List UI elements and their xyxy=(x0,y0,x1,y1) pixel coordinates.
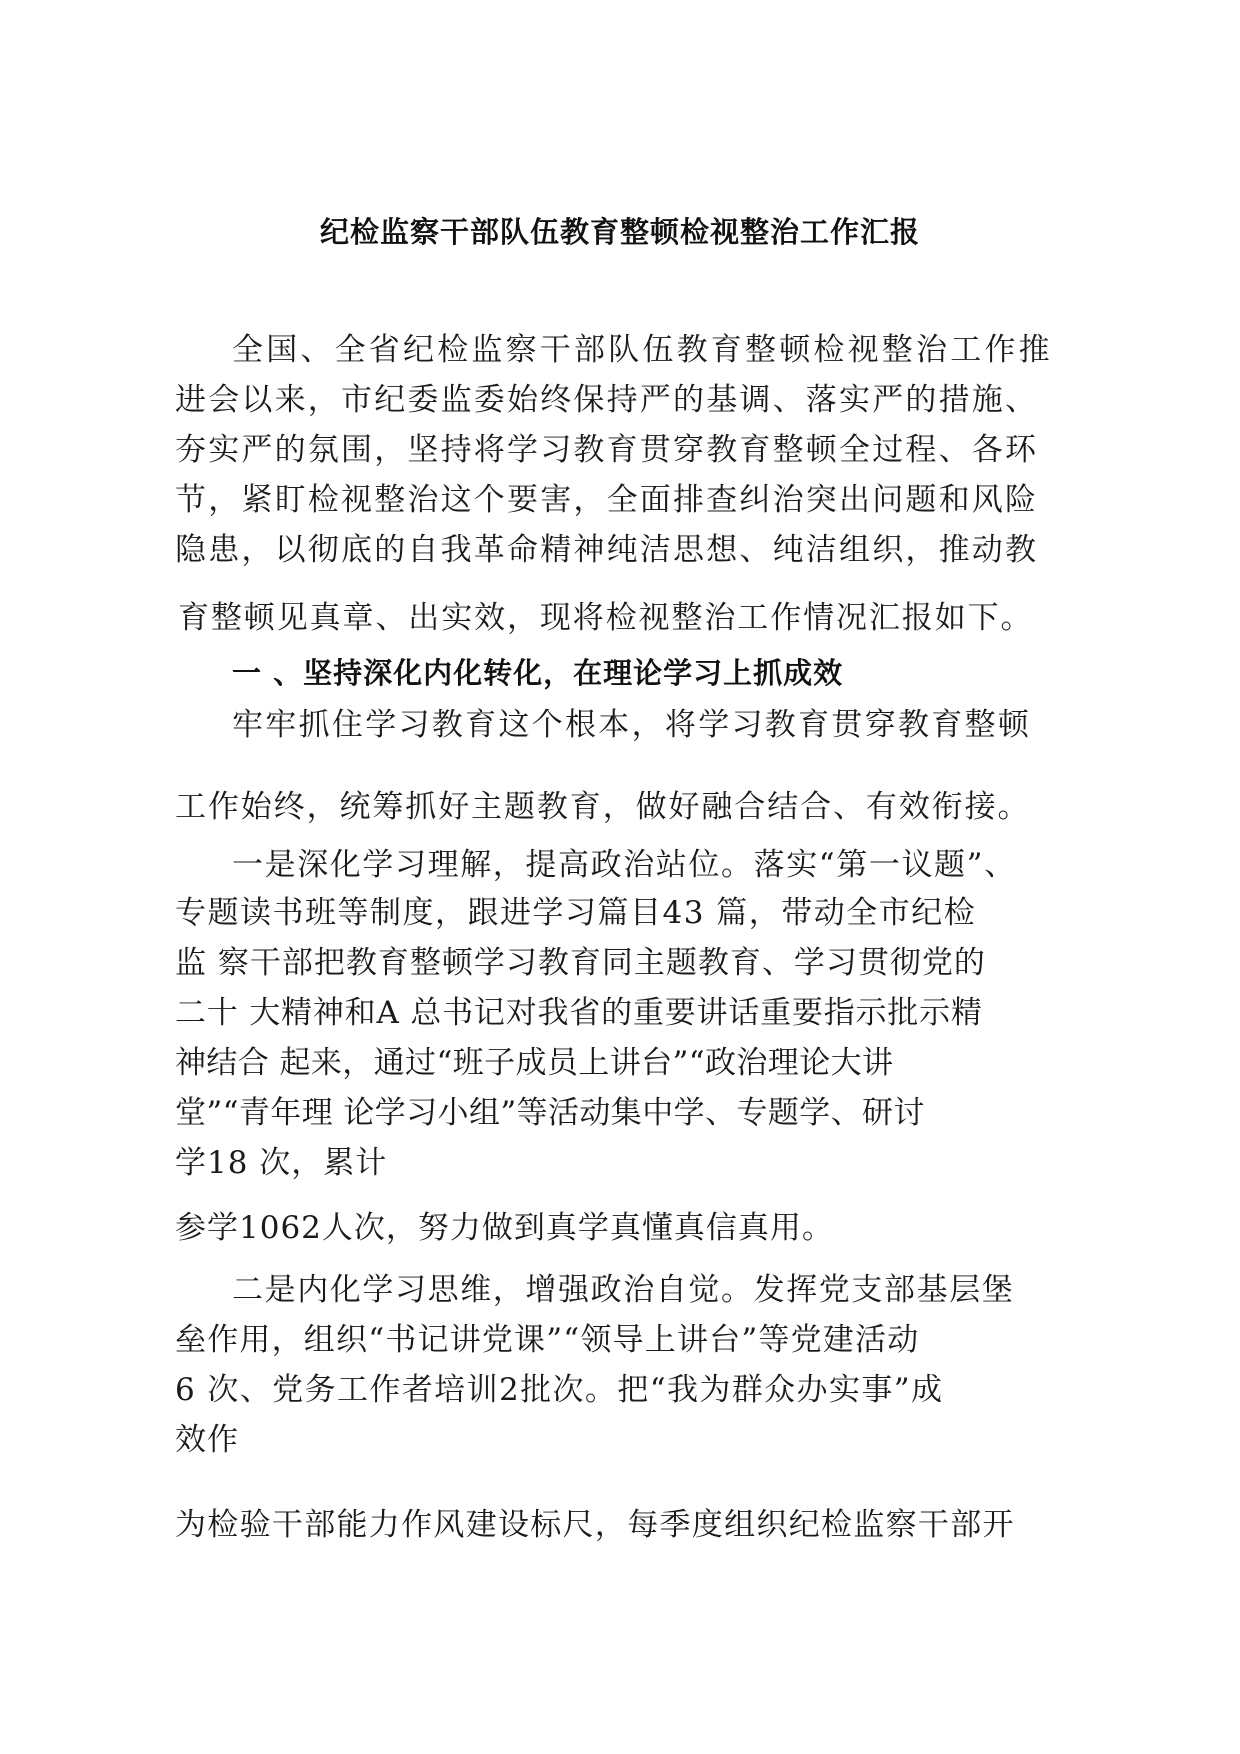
section-heading: 一 、坚持深化内化转化，在理论学习上抓成效 xyxy=(232,656,844,690)
paragraph-line: 堂”“青年理 论学习小组”等活动集中学、专题学、研讨 xyxy=(175,1095,925,1131)
paragraph-line: 隐患，以彻底的自我革命精神纯洁思想、纯洁组织，推动教 xyxy=(175,532,1039,568)
paragraph-line: 参学1062人次，努力做到真学真懂真信真用。 xyxy=(175,1210,834,1246)
paragraph-line: 育整顿见真章、出实效，现将检视整治工作情况汇报如下。 xyxy=(178,600,1034,636)
paragraph-line: 牢牢抓住学习教育这个根本，将学习教育贯穿教育整顿 xyxy=(232,707,1032,743)
paragraph-line: 学18 次，累计 xyxy=(175,1145,388,1181)
paragraph-line: 节，紧盯检视整治这个要害，全面排查纠治突出问题和风险 xyxy=(175,482,1039,518)
paragraph-line: 垒作用，组织“书记讲党课”“领导上讲台”等党建活动 xyxy=(175,1322,920,1358)
paragraph-line: 专题读书班等制度，跟进学习篇目43 篇，带动全市纪检 xyxy=(175,895,977,931)
paragraph-line: 6 次、党务工作者培训2批次。把“我为群众办实事”成 xyxy=(175,1372,944,1408)
paragraph-line: 一是深化学习理解，提高政治站位。落实“第一议题”、 xyxy=(232,847,1017,883)
paragraph-line: 进会以来，市纪委监委始终保持严的基调、落实严的措施、 xyxy=(175,382,1039,418)
paragraph-line: 为检验干部能力作风建设标尺，每季度组织纪检监察干部开 xyxy=(175,1507,1015,1543)
paragraph-line: 工作始终，统筹抓好主题教育，做好融合结合、有效衔接。 xyxy=(175,789,1031,825)
paragraph-line: 全国、全省纪检监察干部队伍教育整顿检视整治工作推 xyxy=(232,332,1053,368)
paragraph-line: 神结合 起来，通过“班子成员上讲台”“政治理论大讲 xyxy=(175,1045,894,1081)
paragraph-line: 夯实严的氛围，坚持将学习教育贯穿教育整顿全过程、各环 xyxy=(175,432,1039,468)
paragraph-line: 效作 xyxy=(175,1422,239,1458)
document-title: 纪检监察干部队伍教育整顿检视整治工作汇报 xyxy=(319,215,920,249)
paragraph-line: 二是内化学习思维，增强政治自觉。发挥党支部基层堡 xyxy=(232,1272,1015,1308)
paragraph-line: 二十 大精神和A 总书记对我省的重要讲话重要指示批示精 xyxy=(175,995,983,1031)
paragraph-line: 监 察干部把教育整顿学习教育同主题教育、学习贯彻党的 xyxy=(175,945,986,981)
